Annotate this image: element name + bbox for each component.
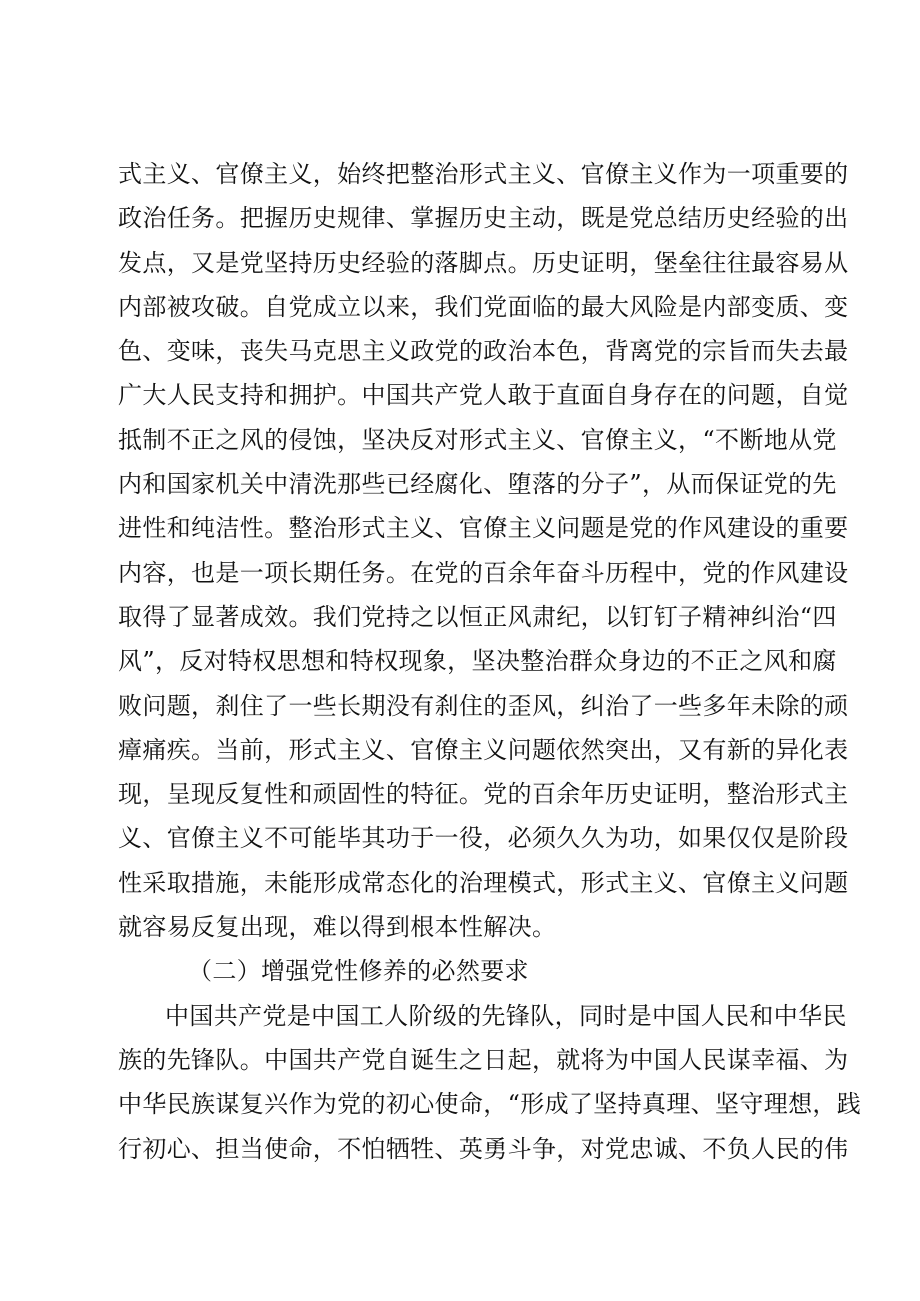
text-line: 式主义、官僚主义，始终把整治形式主义、官僚主义作为一项重要的 bbox=[118, 160, 849, 188]
text-line: 抵制不正之风的侵蚀，坚决反对形式主义、官僚主义，“不断地从党 bbox=[118, 425, 837, 454]
text-line: 瘴痛疾。当前，形式主义、官僚主义问题依然突出，又有新的异化表 bbox=[118, 735, 849, 764]
text-line: 性采取措施，未能形成常态化的治理模式，形式主义、官僚主义问题 bbox=[118, 868, 849, 897]
text-line: 族的先锋队。中国共产党自诞生之日起，就将为中国人民谋幸福、为 bbox=[118, 1045, 849, 1074]
text-line: 中华民族谋复兴作为党的初心使命，“形成了坚持真理、坚守理想，践 bbox=[118, 1090, 862, 1119]
section-heading: （二）增强党性修养的必然要求 bbox=[188, 957, 529, 986]
text-line: 就容易反复出现，难以得到根本性解决。 bbox=[118, 913, 557, 942]
text-line: 进性和纯洁性。整治形式主义、官僚主义问题是党的作风建设的重要 bbox=[118, 514, 849, 543]
text-line: 政治任务。把握历史规律、掌握历史主动，既是党总结历史经验的出 bbox=[118, 204, 849, 233]
text-line: 行初心、担当使命，不怕牺牲、英勇斗争，对党忠诚、不负人民的伟 bbox=[118, 1134, 849, 1163]
text-line: 内和国家机关中清洗那些已经腐化、堕落的分子”，从而保证党的先 bbox=[118, 470, 837, 499]
text-line: 现，呈现反复性和顽固性的特征。党的百余年历史证明，整治形式主 bbox=[118, 780, 849, 809]
text-line: 风”，反对特权思想和特权现象，坚决整治群众身边的不正之风和腐 bbox=[118, 647, 837, 676]
text-line: 败问题，刹住了一些长期没有刹住的歪风，纠治了一些多年未除的顽 bbox=[118, 691, 849, 720]
body-text bbox=[118, 152, 862, 1171]
paragraph-first-line: 中国共产党是中国工人阶级的先锋队，同时是中国人民和中华民 bbox=[165, 1001, 847, 1030]
text-line: 取得了显著成效。我们党持之以恒正风肃纪，以钉钉子精神纠治“四 bbox=[118, 602, 837, 631]
text-line: 义、官僚主义不可能毕其功于一役，必须久久为功，如果仅仅是阶段 bbox=[118, 824, 849, 853]
text-line: 内部被攻破。自党成立以来，我们党面临的最大风险是内部变质、变 bbox=[118, 292, 849, 321]
text-line: 色、变味，丧失马克思主义政党的政治本色，背离党的宗旨而失去最 bbox=[118, 337, 849, 366]
text-line: 内容，也是一项长期任务。在党的百余年奋斗历程中，党的作风建设 bbox=[118, 558, 849, 587]
text-line: 广大人民支持和拥护。中国共产党人敢于直面自身存在的问题，自觉 bbox=[118, 381, 849, 410]
text-line: 发点，又是党坚持历史经验的落脚点。历史证明，堡垒往往最容易从 bbox=[118, 248, 849, 277]
